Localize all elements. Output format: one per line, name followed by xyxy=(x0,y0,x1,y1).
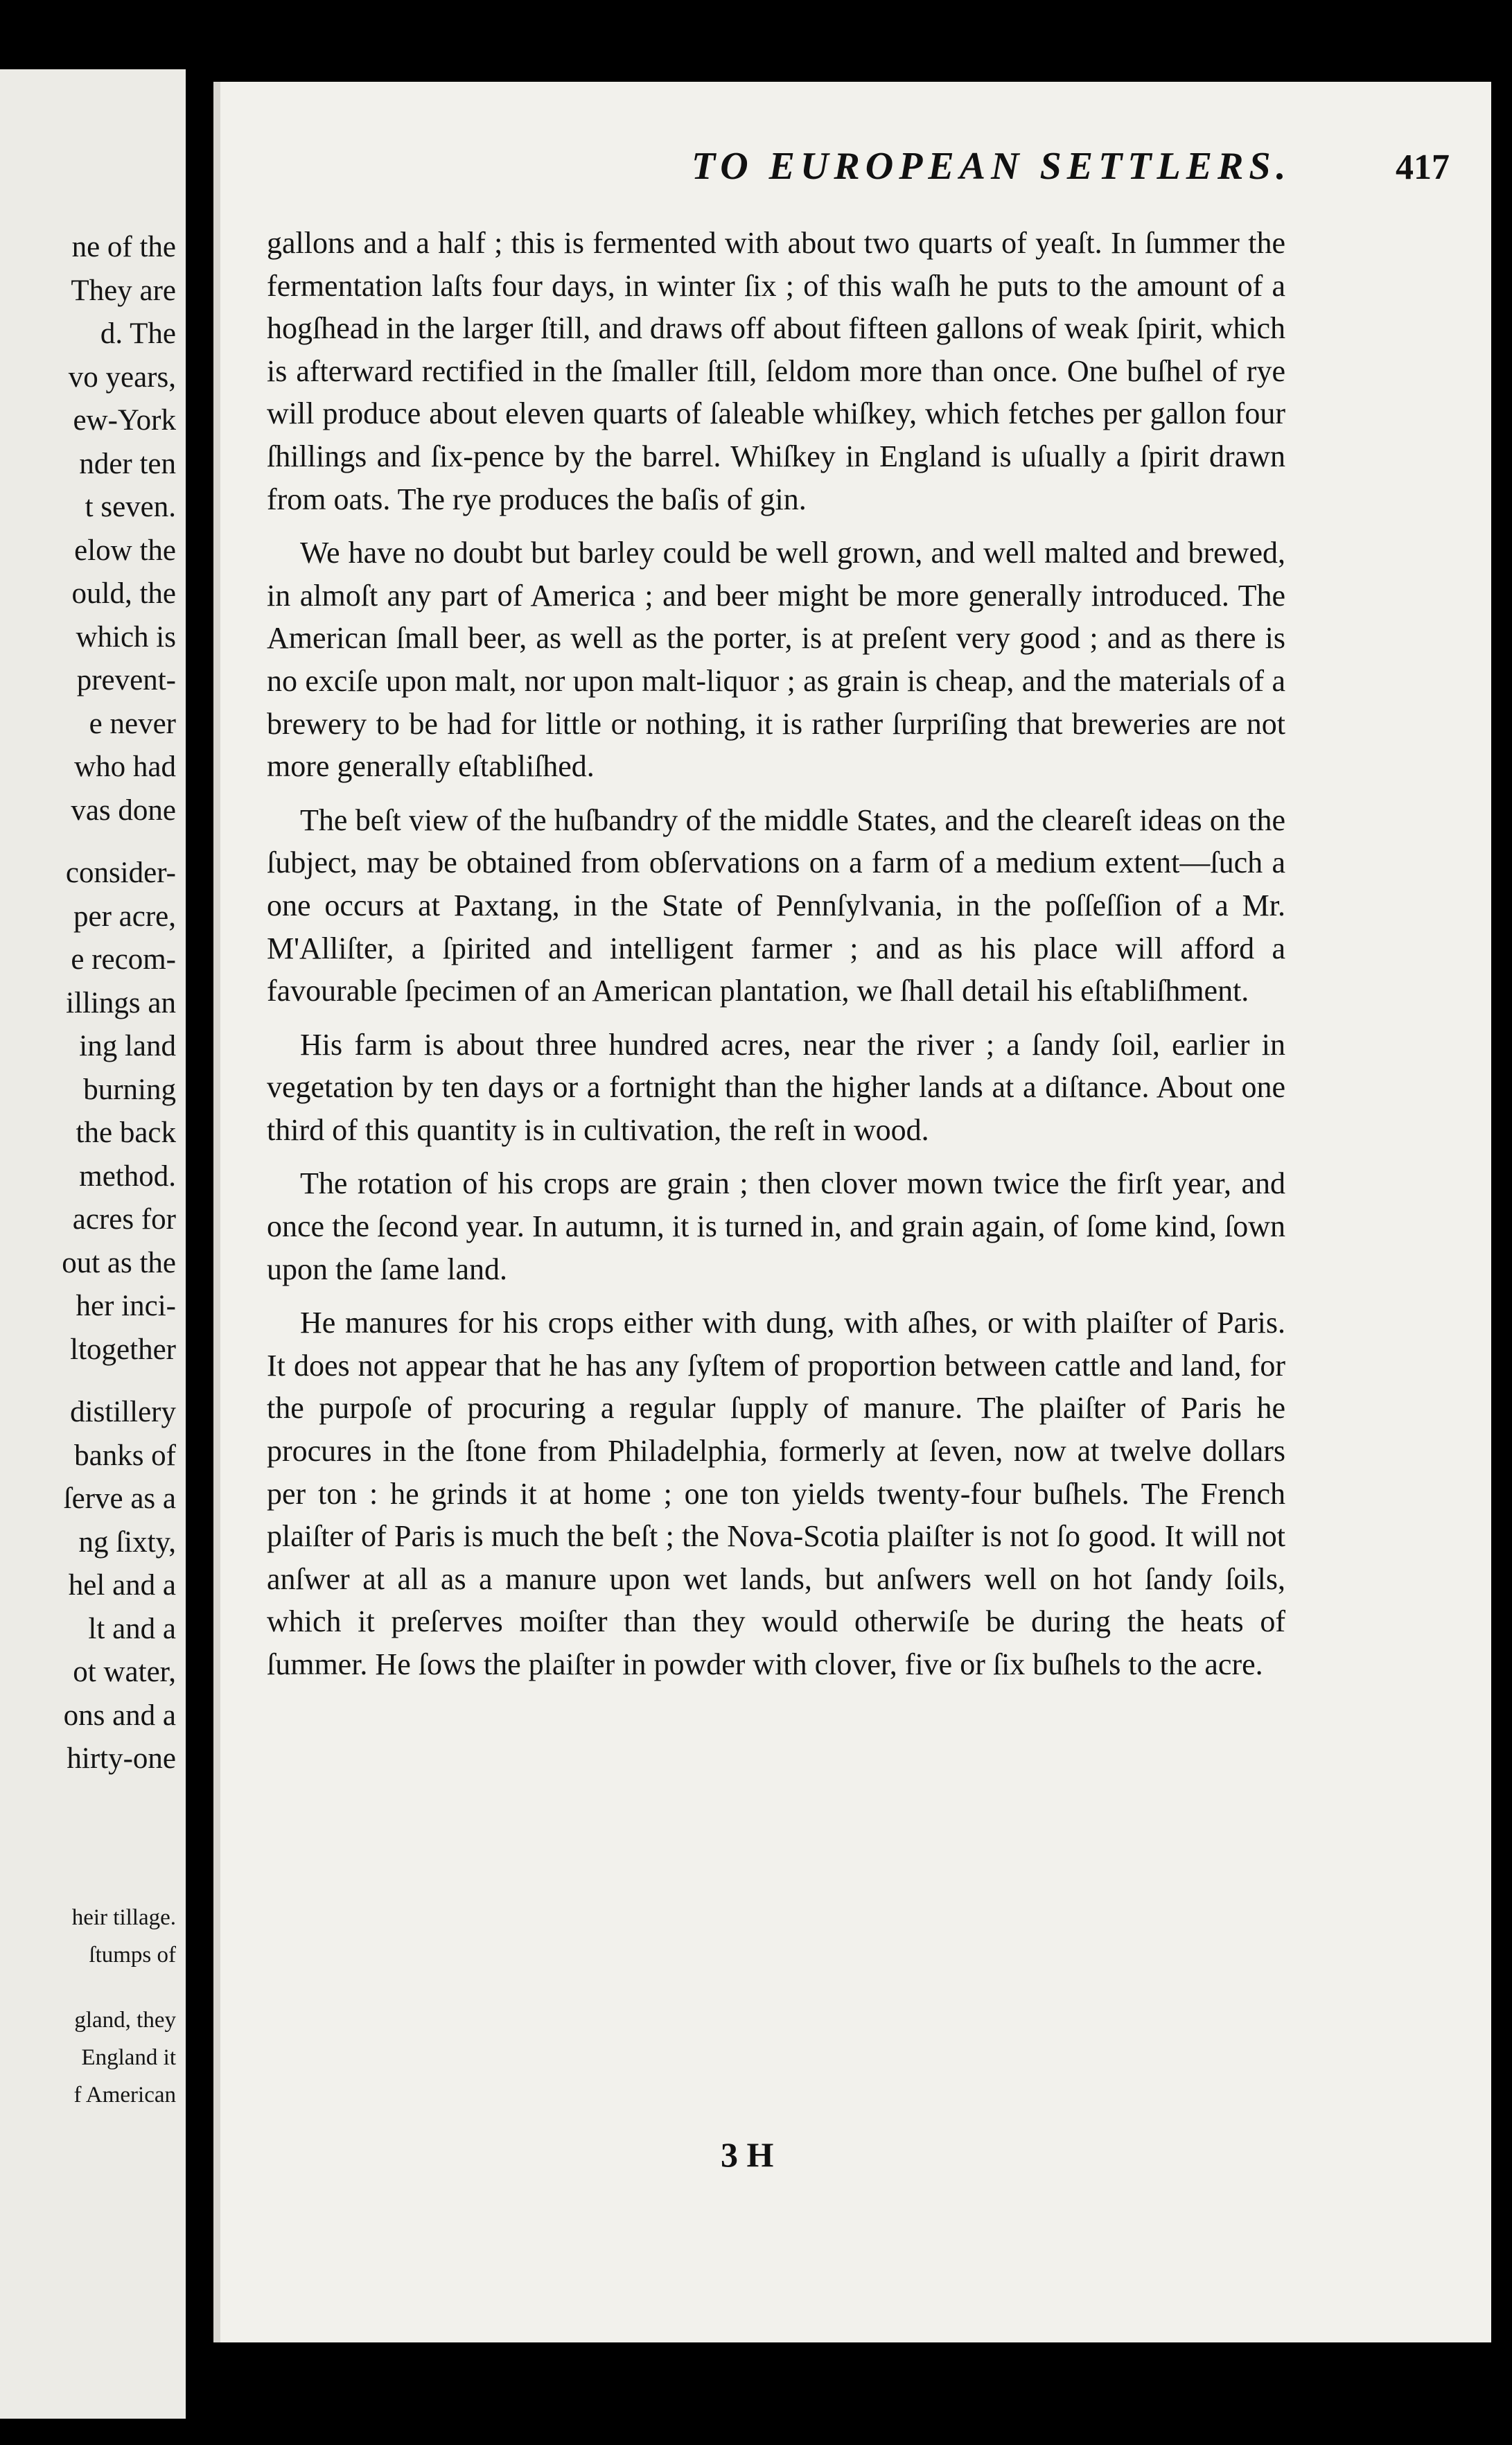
left-page-line: t seven. xyxy=(85,491,176,523)
left-page-line: which is xyxy=(76,620,176,654)
left-page-footnote-line: gland, they xyxy=(74,2008,176,2033)
left-page-line: acres for xyxy=(72,1203,176,1236)
left-page-line: elow the xyxy=(74,534,176,567)
left-page-fragment xyxy=(0,69,186,2419)
left-page-line: hirty-one xyxy=(67,1742,176,1775)
left-page-line: her inci- xyxy=(76,1290,176,1322)
left-page-line: d. The xyxy=(100,317,176,350)
left-page-line: They are xyxy=(71,274,176,307)
left-page-footnote-line: ſtumps of xyxy=(89,1943,176,1968)
left-page-line: per acre, xyxy=(73,900,176,933)
paragraph: We have no doubt but barley could be well grown, and well malted and brewed, in almoſt any part of America ; and beer might be more generally introduced. The American ſmall beer, as well as the porter, is at preſent very good ; and as there is no exciſe upon malt, nor upon malt-liquor ; as grain is cheap, and the materials of a brewery to be had for little or nothing, it is rather ſurpriſing that breweries are not more generally eſtabliſhed. xyxy=(267,536,1285,784)
left-page-line: ew-York xyxy=(73,404,176,437)
left-page-line: vo years, xyxy=(68,360,176,394)
left-page-footnote-line: f American xyxy=(73,2083,176,2107)
left-page-line: burning xyxy=(83,1073,176,1106)
left-page-line: hel and a xyxy=(68,1569,176,1602)
paragraph: His farm is about three hundred acres, near the river ; a ſandy ſoil, earlier in vegetation by ten days or a fortnight than the higher lands at a diſtance. About one third of this quantity is in cultivation, the reſt in wood. xyxy=(267,1027,1285,1147)
left-page-line: banks of xyxy=(74,1439,176,1472)
left-page-line: ons and a xyxy=(63,1699,176,1732)
running-title: TO EUROPEAN SETTLERS. xyxy=(692,145,1292,188)
left-page-line: nder ten xyxy=(79,447,176,480)
paragraph: He manures for his crops either with dung, with aſhes, or with plaiſter of Paris. It does not appear that he has any ſyſtem of proportion between cattle and land, for the purpoſe of procuring a regular ſupply of manure. The plaiſter of Paris he procures in the ſtone from Philadelphia, formerly at ſeven, now at twelve dollars per ton : he grinds it at home ; one ton yields twenty-four buſhels. The French plaiſter of Paris is much the beſt ; the Nova-Scotia plaiſter is not ſo good. It will not anſwer at all as a manure upon wet lands, but anſwers well on hot ſandy ſoils, which it preſerves moiſter than they would otherwiſe be during the heats of ſummer. He ſows the plaiſter in powder with clover, five or ſix buſhels to the acre. xyxy=(267,1306,1285,1681)
left-page-line: vas done xyxy=(71,794,176,827)
left-page-line: method. xyxy=(79,1159,176,1193)
paragraph: The rotation of his crops are grain ; then clover mown twice the firſt year, and once the ſecond year. In autumn, it is turned in, and grain again, of ſome kind, ſown upon the ſame land. xyxy=(267,1166,1285,1286)
left-page-line: consider- xyxy=(65,857,176,889)
left-page-line: lt and a xyxy=(88,1612,176,1645)
left-page-line: the back xyxy=(76,1116,176,1149)
left-page-line: illings an xyxy=(66,986,176,1019)
book-gutter xyxy=(186,0,213,2445)
left-page-line: prevent- xyxy=(76,664,176,696)
left-page-footnote-line: England it xyxy=(81,2045,176,2070)
left-page-line: distillery xyxy=(70,1396,176,1428)
left-page-line: e never xyxy=(89,707,176,740)
left-page-line: ne of the xyxy=(71,231,176,263)
left-page-line: ot water, xyxy=(73,1656,176,1688)
page-number: 417 xyxy=(1396,148,1450,187)
left-page-footnote-line: heir tillage. xyxy=(71,1905,176,1930)
left-page-line: ng ſixty, xyxy=(78,1525,176,1559)
left-page-line: ing land xyxy=(79,1030,176,1062)
signature-mark: 3 H xyxy=(721,2135,774,2174)
left-page-line: who had xyxy=(74,751,176,783)
paragraph: gallons and a half ; this is fermented with about two quarts of yeaſt. In ſummer the fermentation laſts four days, in winter ſix ; of this waſh he puts to the amount of a hogſhead in the larger ſtill, and draws off about fifteen gallons of weak ſpirit, which is afterward rectified in the ſmaller ſtill, ſeldom more than once. One buſhel of rye will produce about eleven quarts of ſaleable whiſkey, which fetches per gallon four ſhillings and ſix-pence by the barrel. Whiſkey in England is uſually a ſpirit drawn from oats. The rye produces the baſis of gin. xyxy=(267,226,1285,516)
paragraph: The beſt view of the huſbandry of the middle States, and the cleareſt ideas on the ſubject, may be obtained from obſervations on a farm of a medium extent—ſuch a one occurs at Paxtang, in the State of Pennſylvania, in the poſſeſſion of a Mr. M'Alliſter, a ſpirited and intelligent farmer ; and as his place will afford a favourable ſpecimen of an American plantation, we ſhall detail his eſtabliſhment. xyxy=(267,803,1285,1008)
running-head xyxy=(484,144,1477,200)
left-page-line: ould, the xyxy=(71,577,176,610)
left-page-line: e recom- xyxy=(71,943,176,976)
body-text xyxy=(267,222,1285,1686)
left-page-line: ſerve as a xyxy=(63,1482,176,1515)
left-page-line: out as the xyxy=(62,1246,176,1279)
left-page-line: ltogether xyxy=(70,1333,176,1366)
